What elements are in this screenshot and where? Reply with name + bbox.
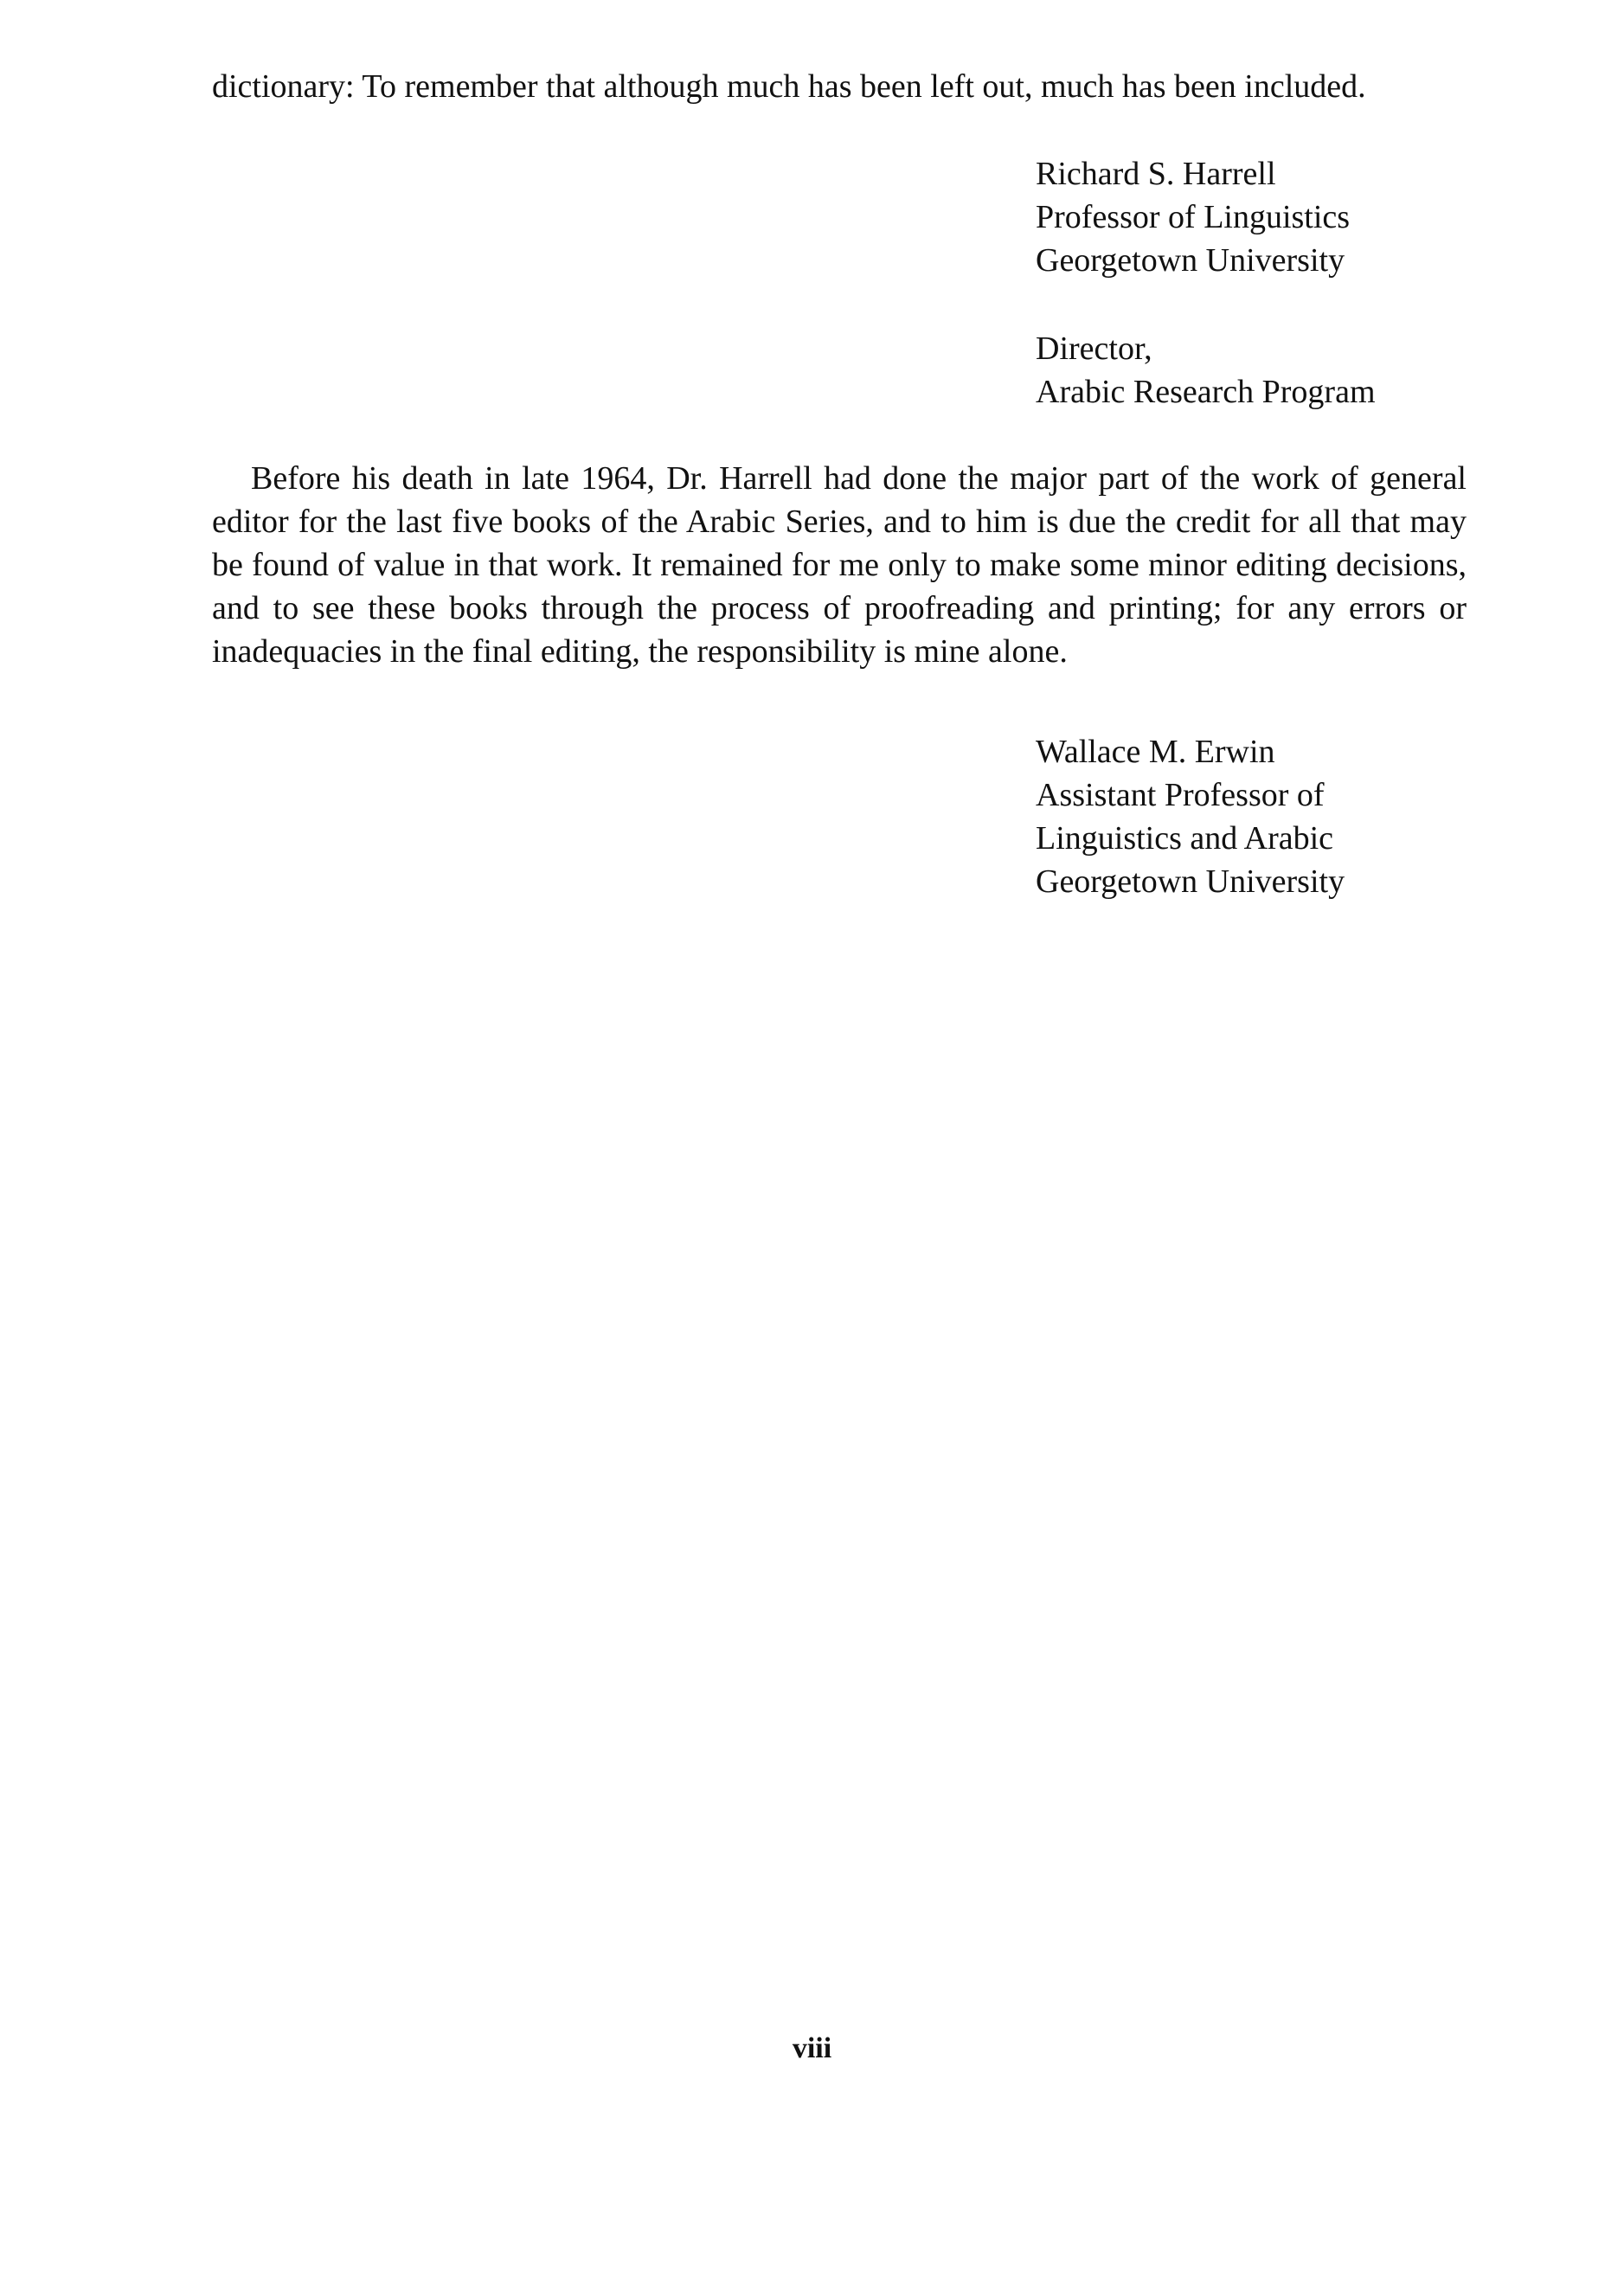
signature-institution: Georgetown University xyxy=(1036,242,1345,279)
signature-title: Professor of Linguistics xyxy=(1036,199,1351,235)
page-number: viii xyxy=(792,2032,832,2064)
signature-program: Arabic Research Program xyxy=(1036,374,1376,410)
signature-role: Director, xyxy=(1036,330,1152,367)
signature-harrell xyxy=(1036,152,1350,282)
signature-name: Richard S. Harrell xyxy=(1036,156,1276,192)
signature-title-line-2: Linguistics and Arabic xyxy=(1036,820,1334,857)
signature-erwin xyxy=(1036,730,1345,903)
signature-director xyxy=(1036,327,1376,414)
signature-title-line-1: Assistant Professor of xyxy=(1036,777,1325,813)
paragraph-continuation: dictionary: To remember that although much has been left out, much has been included. xyxy=(212,68,1366,105)
signature-name: Wallace M. Erwin xyxy=(1036,734,1275,770)
signature-institution: Georgetown University xyxy=(1036,863,1345,900)
paragraph-editor-note: Before his death in late 1964, Dr. Harrell had done the major part of the work of general editor for the last five books of the Arabic Series, and to him is due the credit for all that may be found of value in that work. It remained for me only to make some minor editing decisions, and to see these books through the process of proofreading and printing; for any errors or inadequacies in the final editing, the responsibility is mine alone. xyxy=(212,460,1467,670)
